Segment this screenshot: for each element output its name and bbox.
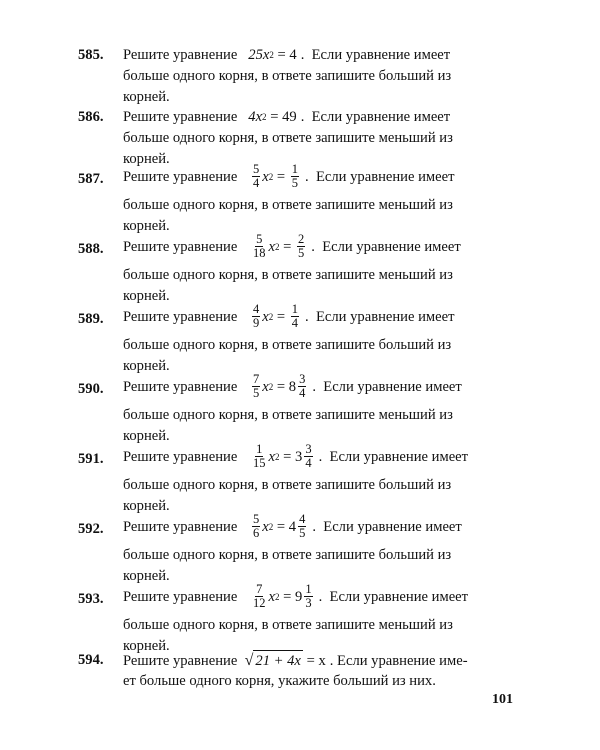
problem-number: 588. [78,241,104,257]
problem-line-1: Решите уравнение 25x 2 = 4 . Если уравнение имеет [123,47,451,63]
problem-line-3: корней. [123,568,170,584]
sqrt-equation: √ 21 + 4x [244,652,301,669]
problem-line-3: корней. [123,89,170,105]
problem-line-1: Решите уравнение $\frac{7}{12}$ x 2 = 9 $\frac{1}{3}$ . Если уравнение имеет [123,582,469,610]
problem-line-3: корней. [123,151,170,167]
problem-line-1: Решите уравнение 4x 2 = 49 . Если уравнение имеет [123,109,451,125]
problem-line-3: корней. [123,638,170,654]
problem-line-1: Решите уравнение √ 21 + 4x = x . Если уравнение име- [123,652,468,669]
problem-line-2: ет больше одного корня, укажите больший из них. [123,673,436,689]
problem-line-2: больше одного корня, в ответе запишите меньший из [123,617,453,633]
problem-line-1: Решите уравнение $\frac{5}{18}$ x 2 = $\frac{2}{5}$ . Если уравнение имеет [123,232,461,260]
problem-line-3: корней. [123,288,170,304]
problem-line-1: Решите уравнение $\frac{7}{5}$ x 2 = 8 $\frac{3}{4}$ . Если уравнение имеет [123,372,462,400]
problem-line-3: корней. [123,218,170,234]
problem-number: 590. [78,381,104,397]
equation: $\frac{1}{15}$ x 2 = 3 $\frac{3}{4}$ [253,442,312,470]
problem-line-2: больше одного корня, в ответе запишите меньший из [123,267,453,283]
problem-number: 586. [78,109,104,125]
problem-number: 592. [78,521,104,537]
problem-number: 587. [78,171,104,187]
equation: $\frac{7}{12}$ x 2 = 9 $\frac{1}{3}$ [253,582,312,610]
equation: $\frac{7}{5}$ x 2 = 8 $\frac{3}{4}$ [253,372,306,400]
problem-line-1: Решите уравнение $\frac{5}{4}$ x 2 = $\frac{1}{5}$ . Если уравнение имеет [123,162,455,190]
problem-number: 591. [78,451,104,467]
equation: 25x 2 = 4 [248,47,297,63]
problem-line-2: больше одного корня, в ответе запишите больший из [123,547,452,563]
equation: $\frac{4}{9}$ x 2 = $\frac{1}{4}$ [253,302,299,330]
problem-line-2: больше одного корня, в ответе запишите больший из [123,68,452,84]
problem-line-2: больше одного корня, в ответе запишите меньший из [123,407,453,423]
equation: $\frac{5}{18}$ x 2 = $\frac{2}{5}$ [253,232,305,260]
equation: $\frac{5}{4}$ x 2 = $\frac{1}{5}$ [253,162,299,190]
problem-number: 593. [78,591,104,607]
problem-line-2: больше одного корня, в ответе запишите больший из [123,477,452,493]
problem-number: 589. [78,311,104,327]
equation: $\frac{5}{6}$ x 2 = 4 $\frac{4}{5}$ [253,512,306,540]
equation: 4x 2 = 49 [248,109,297,125]
problem-line-3: корней. [123,498,170,514]
problem-line-3: корней. [123,358,170,374]
problem-number: 585. [78,47,104,63]
problem-line-1: Решите уравнение $\frac{5}{6}$ x 2 = 4 $\frac{4}{5}$ . Если уравнение имеет [123,512,462,540]
problem-line-2: больше одного корня, в ответе запишите меньший из [123,197,453,213]
problem-line-1: Решите уравнение $\frac{4}{9}$ x 2 = $\frac{1}{4}$ . Если уравнение имеет [123,302,455,330]
problem-line-3: корней. [123,428,170,444]
problem-line-2: больше одного корня, в ответе запишите меньший из [123,130,453,146]
problem-line-2: больше одного корня, в ответе запишите больший из [123,337,452,353]
page-number: 101 [492,692,513,707]
problem-number: 594. [78,652,104,668]
problem-line-1: Решите уравнение $\frac{1}{15}$ x 2 = 3 $\frac{3}{4}$ . Если уравнение имеет [123,442,469,470]
